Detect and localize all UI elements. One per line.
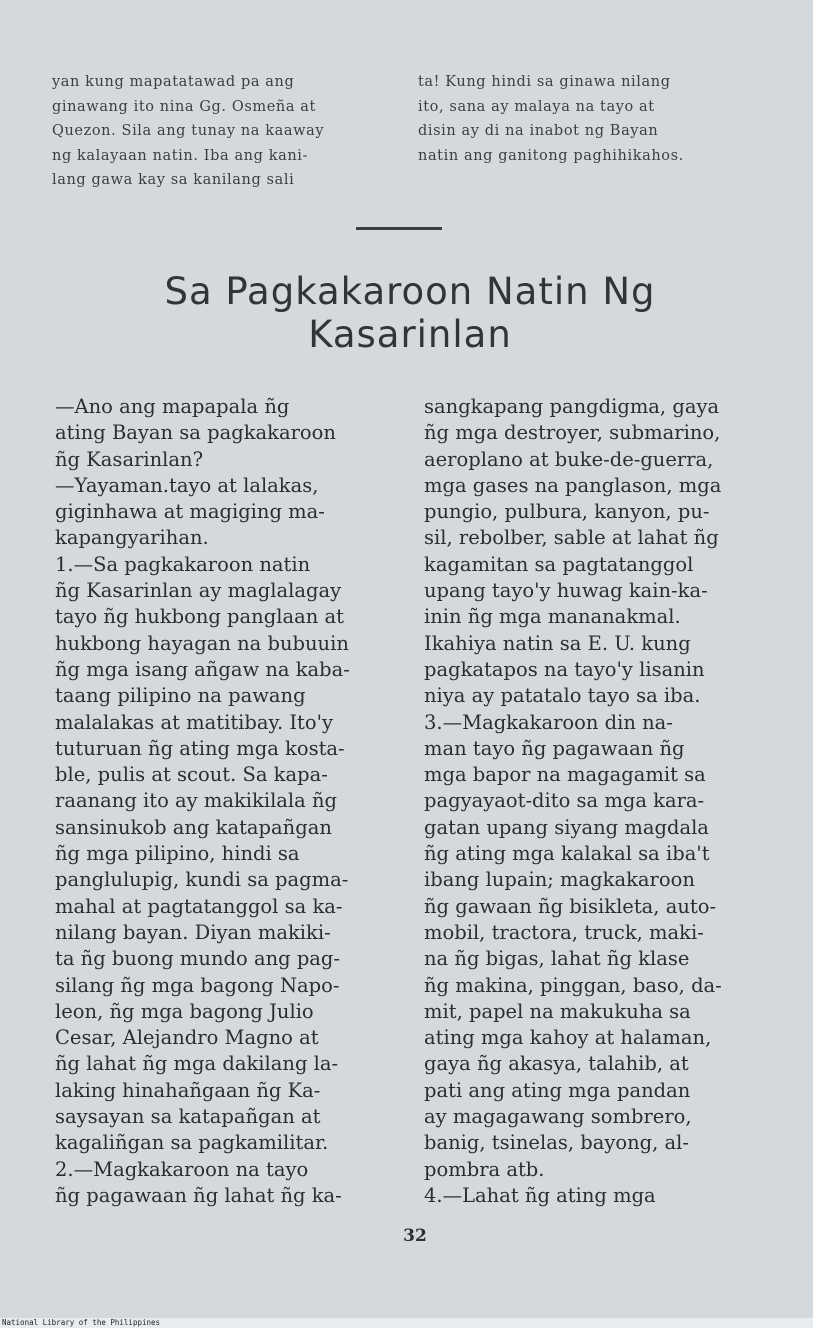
page-number: 32 — [403, 1226, 427, 1246]
text-line: pombra atb. — [424, 1157, 545, 1181]
text-line: aeroplano at buke-de-guerra, — [424, 447, 714, 471]
text-line: mga bapor na magagamit sa — [424, 763, 706, 787]
text-line: ñg ating mga kalakal sa iba't — [424, 842, 710, 866]
text-line: ñg pagawaan ñg lahat ñg ka- — [55, 1183, 342, 1207]
text-line: nilang bayan. Diyan makiki- — [55, 920, 331, 944]
text-line: saysayan sa katapañgan at — [55, 1105, 321, 1129]
text-line: ñg lahat ñg mga dakilang la- — [55, 1052, 339, 1076]
text-line: ñg mga isang añgaw na kaba- — [55, 657, 350, 681]
text-line: laking hinahañgaan ñg Ka- — [55, 1078, 321, 1102]
article-title-line-1: Sa Pagkakaroon Natin Ng — [164, 270, 656, 313]
text-line: kagaliñgan sa pagkamilitar. — [55, 1131, 329, 1155]
text-line: ating mga kahoy at halaman, — [424, 1026, 712, 1050]
text-line: —Ano ang mapapala ñg — [55, 395, 290, 418]
text-line: ay magagawang sombrero, — [424, 1105, 692, 1129]
text-line: banig, tsinelas, bayong, al- — [424, 1131, 689, 1155]
text-line: raanang ito ay makikilala ñg — [55, 789, 338, 813]
text-line: mahal at pagtatanggol sa ka- — [55, 894, 343, 918]
text-line: Ikahiya natin sa E. U. kung — [424, 631, 691, 655]
text-line: ta! Kung hindi sa ginawa nilang — [418, 74, 671, 90]
text-line: ng kalayaan natin. Iba ang kani- — [52, 147, 309, 164]
text-line: ñg Kasarinlan? — [55, 447, 204, 471]
section-divider — [356, 227, 442, 230]
article-right-column — [424, 394, 769, 1209]
text-line: upang tayo'y huwag kain-ka- — [424, 579, 708, 603]
text-line: 4.—Lahat ñg ating mga — [424, 1183, 656, 1207]
text-line: malalakas at matitibay. Ito'y — [55, 710, 333, 734]
text-line: silang ñg mga bagong Napo- — [55, 973, 340, 997]
text-line: ta ñg buong mundo ang pag- — [55, 947, 340, 971]
text-line: ñg makina, pinggan, baso, da- — [424, 973, 722, 997]
text-line: mga gases na panglason, mga — [424, 473, 722, 497]
text-line: ble, pulis at scout. Sa kapa- — [55, 763, 328, 787]
text-line: ibang lupain; magkakaroon — [424, 868, 695, 892]
text-line: sangkapang pangdigma, gaya — [424, 395, 720, 418]
footer-credit: National Library of the Philippines — [2, 1318, 161, 1327]
text-line: sansinukob ang katapañgan — [55, 815, 332, 839]
text-line: yan kung mapatatawad pa ang — [52, 74, 295, 90]
text-line: ñg mga pilipino, hindi sa — [55, 842, 300, 866]
text-line: pagkatapos na tayo'y lisanin — [424, 657, 705, 681]
text-line: inin ñg mga mananakmal. — [424, 605, 681, 629]
text-line: kagamitan sa pagtatanggol — [424, 552, 694, 576]
text-line: pungio, pulbura, kanyon, pu- — [424, 500, 710, 524]
text-line: mobil, tractora, truck, maki- — [424, 920, 704, 944]
text-line: ñg Kasarinlan ay maglalagay — [55, 579, 342, 603]
article-left-column — [55, 394, 400, 1209]
text-line: leon, ñg mga bagong Julio — [55, 999, 314, 1023]
text-line: gaya ñg akasya, talahib, at — [424, 1052, 689, 1076]
article-title-line-2: Kasarinlan — [308, 313, 512, 356]
text-line: mit, papel na makukuha sa — [424, 999, 691, 1023]
text-line: disin ay di na inabot ng Bayan — [418, 123, 659, 139]
text-line: 3.—Magkakaroon din na- — [424, 710, 673, 734]
article-title — [60, 270, 760, 356]
text-line: ñg gawaan ñg bisikleta, auto- — [424, 894, 717, 918]
text-line: panglulupig, kundi sa pagma- — [55, 868, 349, 892]
text-line: tuturuan ñg ating mga kosta- — [55, 736, 345, 760]
text-line: taang pilipino na pawang — [55, 684, 306, 708]
text-line: niya ay patatalo tayo sa iba. — [424, 684, 701, 708]
text-line: natin ang ganitong paghihikahos. — [418, 147, 684, 164]
text-line: sil, rebolber, sable at lahat ñg — [424, 526, 719, 550]
previous-article-left-column — [52, 70, 382, 193]
text-line: giginhawa at magiging ma- — [55, 500, 325, 524]
text-line: 2.—Magkakaroon na tayo — [55, 1157, 309, 1181]
text-line: gatan upang siyang magdala — [424, 815, 709, 839]
text-line: 1.—Sa pagkakaroon natin — [55, 552, 311, 576]
text-line: man tayo ñg pagawaan ñg — [424, 736, 685, 760]
text-line: ito, sana ay malaya na tayo at — [418, 98, 655, 115]
text-line: ginawang ito nina Gg. Osmeña at — [52, 98, 316, 115]
text-line: lang gawa kay sa kanilang sali — [52, 172, 295, 188]
text-line: pagyayaot-dito sa mga kara- — [424, 789, 705, 813]
text-line: —Yayaman.tayo at lalakas, — [55, 473, 319, 497]
text-line: tayo ñg hukbong panglaan at — [55, 605, 344, 629]
text-line: Cesar, Alejandro Magno at — [55, 1026, 319, 1050]
text-line: Quezon. Sila ang tunay na kaaway — [52, 123, 325, 139]
text-line: hukbong hayagan na bubuuin — [55, 631, 349, 655]
text-line: na ñg bigas, lahat ñg klase — [424, 947, 690, 971]
previous-article-right-column — [418, 70, 758, 168]
text-line: pati ang ating mga pandan — [424, 1078, 691, 1102]
text-line: ating Bayan sa pagkakaroon — [55, 421, 336, 445]
text-line: kapangyarihan. — [55, 526, 209, 550]
text-line: ñg mga destroyer, submarino, — [424, 421, 721, 445]
